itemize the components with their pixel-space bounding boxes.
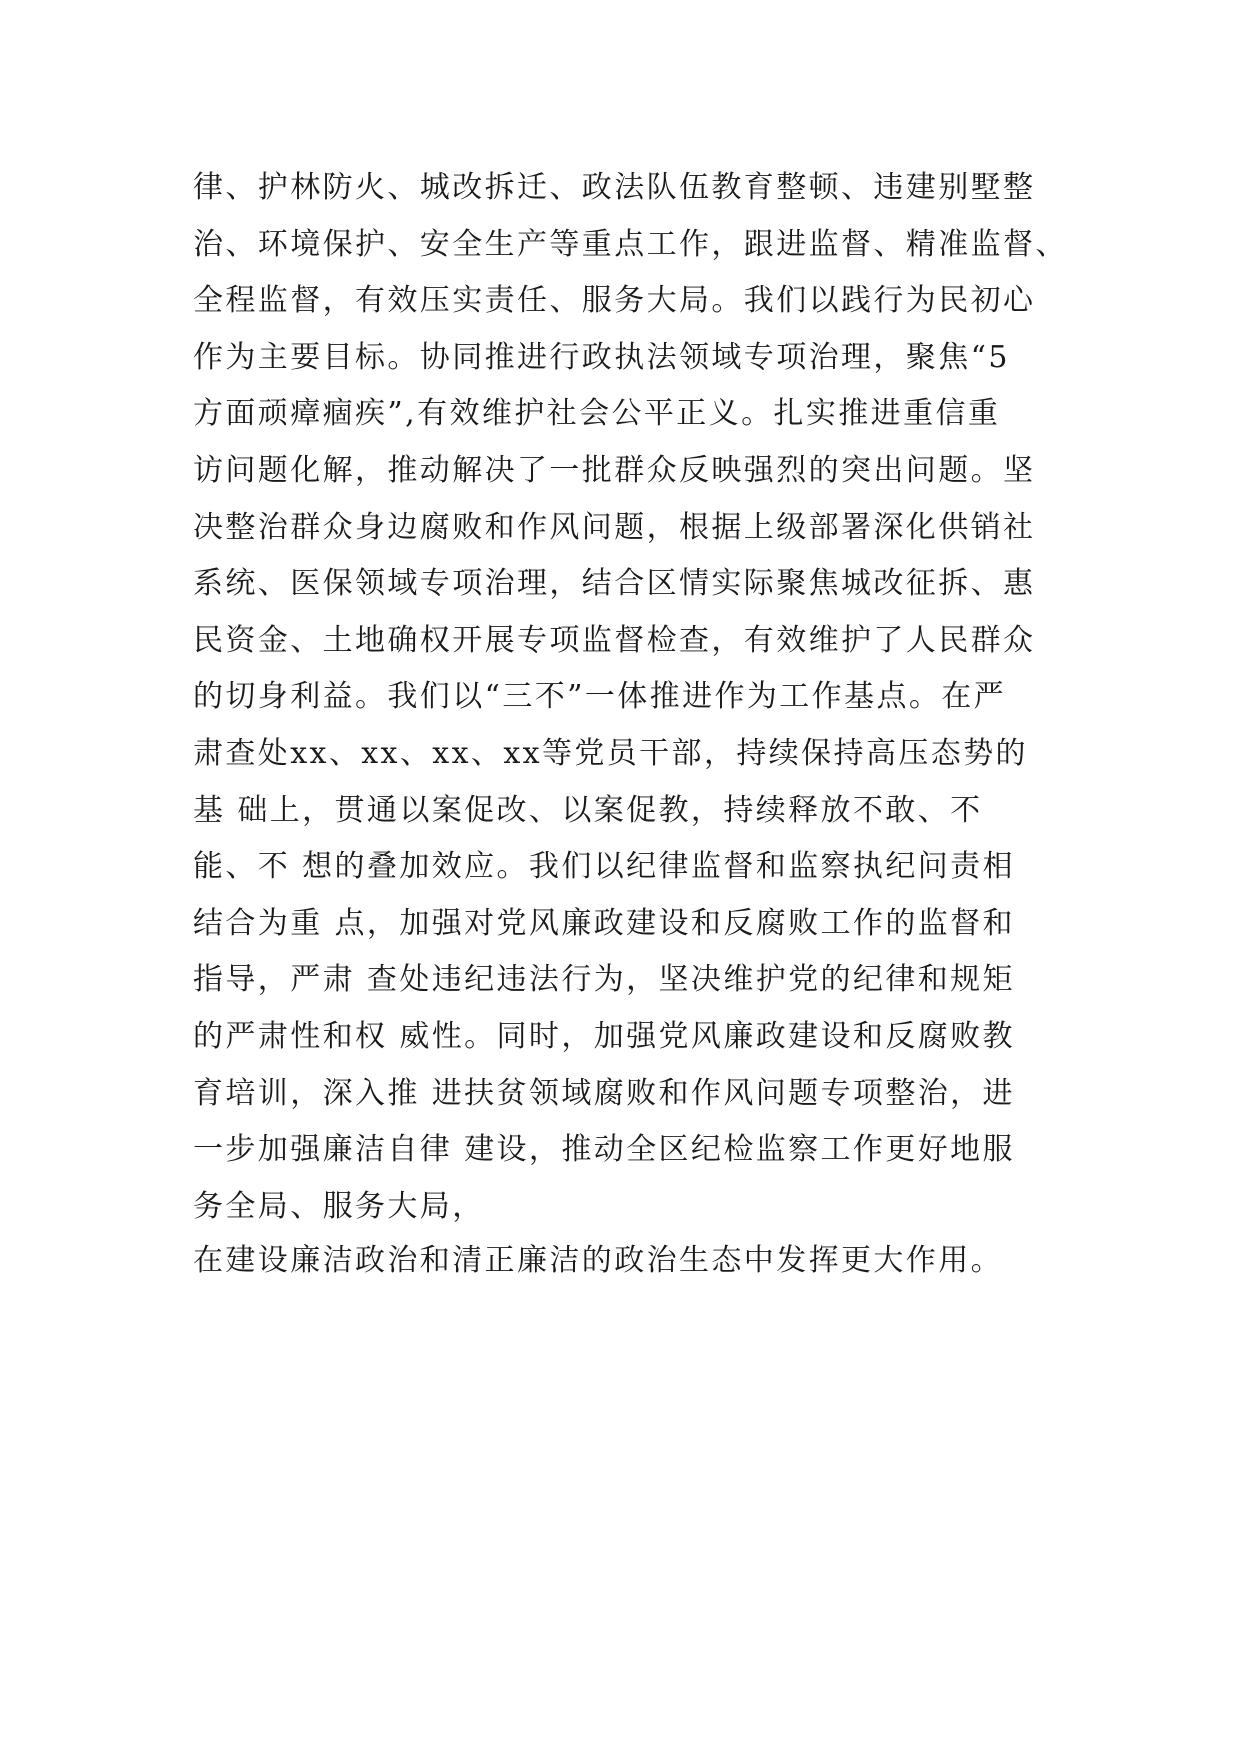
text-line-9: 民资金、土地确权开展专项监督检查，有效维护了人民群众 [193, 622, 1036, 658]
text-line-8: 系统、医保领域专项治理，结合区情实际聚焦城改征拆、惠 [193, 566, 1036, 602]
text-line-18: 一步加强廉洁自律 建设，推动全区纪检监察工作更好地服 [193, 1132, 1015, 1168]
text-line-4: 作为主要目标。协同推进行政执法领域专项治理，聚焦“5 [193, 339, 1010, 375]
text-line-10: 的切身利益。我们以“三不”一体推进作为工作基点。在严 [193, 679, 1007, 715]
text-line-19: 务全局、服务大局， [193, 1188, 485, 1224]
text-line-17: 育培训，深入推 进扶贫领域腐败和作风问题专项整治，进 [193, 1075, 1015, 1111]
text-line-14: 结合为重 点，加强对党风廉政建设和反腐败工作的监督和 [193, 905, 1015, 941]
text-line-13: 能、不 想的叠加效应。我们以纪律监督和监察执纪问责相 [193, 849, 1015, 885]
text-line-5: 方面顽瘴痼疾”,有效维护社会公平正义。扎实推进重信重 [193, 396, 1001, 432]
body-text [193, 160, 1093, 1287]
text-line-20: 在建设廉洁政治和清正廉洁的政治生态中发挥更大作用。 [193, 1243, 1003, 1279]
text-line-12: 基 础上，贯通以案促改、以案促教，持续释放不敢、不 [193, 792, 983, 828]
text-line-3: 全程监督，有效压实责任、服务大局。我们以践行为民初心 [193, 283, 1036, 319]
text-line-6: 访问题化解，推动解决了一批群众反映强烈的突出问题。坚 [193, 452, 1036, 488]
text-line-1: 律、护林防火、城改拆迁、政法队伍教育整顿、违建别墅整 [193, 170, 1036, 205]
text-line-7: 决整治群众身边腐败和作风问题，根据上级部署深化供销社 [193, 509, 1036, 545]
text-line-16: 的严肃性和权 威性。同时，加强党风廉政建设和反腐败教 [193, 1018, 1015, 1054]
text-line-2: 治、环境保护、安全生产等重点工作，跟进监督、精准监督、 [193, 226, 1068, 262]
text-line-11: 肃查处xx、xx、xx、xx等党员干部，持续保持高压态势的 [193, 735, 1028, 771]
text-line-15: 指导，严肃 查处违纪违法行为，坚决维护党的纪律和规矩 [193, 962, 1015, 998]
